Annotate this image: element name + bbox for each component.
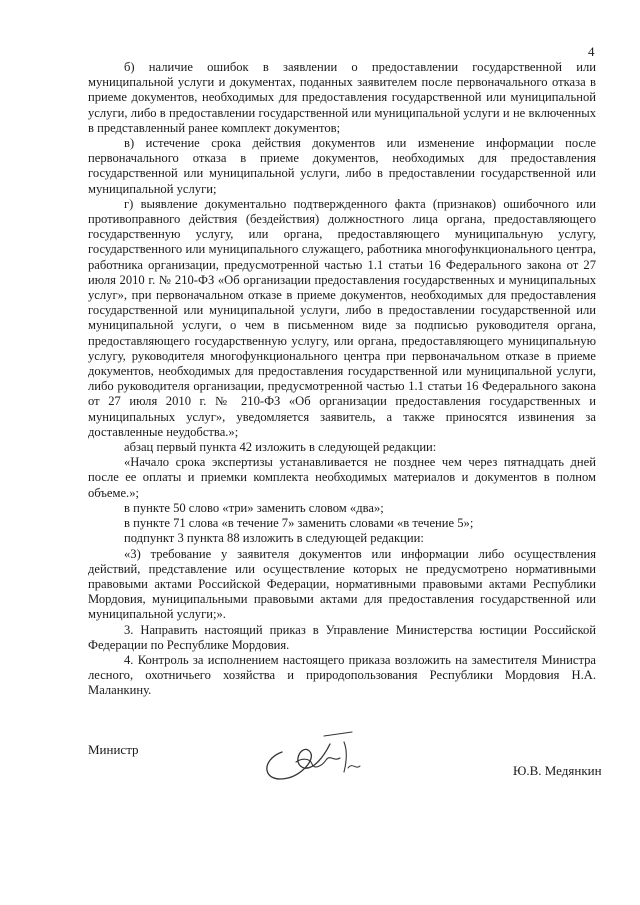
paragraph-item-3: 3. Направить настоящий приказ в Управление Министерства юстиции Российской Федерации по Республике Мордовия. <box>88 622 596 652</box>
paragraph-clause-42: абзац первый пункта 42 изложить в следующей редакции: <box>124 440 437 455</box>
paragraph-clause-50: в пункте 50 слово «три» заменить словом «два»; <box>124 500 384 515</box>
paragraph-clause-88: подпункт 3 пункта 88 изложить в следующей редакции: <box>124 531 424 546</box>
paragraph-g: г) выявление документально подтвержденного факта (признаков) ошибочного или противоправного действия (бездействия) должностного лица органа, предоставляющего государственную услугу, или органа, предоставляющего муниципальную услугу, государственного или муниципального служащего, работника многофункционального центра, работника организации, предусмотренной частью 1.1 статьи 16 Федерального закона от 27 июля 2010 г. № 210-ФЗ «Об организации предоставления государственных и муниципальных услуг», при первоначальном отказе в приеме документов, необходимых для предоставления государственной или муниципальной услуги, либо в предоставлении государственной или муниципальной услуги, о чем в письменном виде за подписью руководителя органа, предоставляющего государственную услугу, или органа, предоставляющего муниципальную услугу, руководителя многофункционального центра при первоначальном отказе в приеме документов, необходимых для предоставления государственной или муниципальной услуги, либо руководителя организации, предусмотренной частью 1.1 статьи 16 Федерального закона от 27 июля 2010 г. № 210-ФЗ «Об организации предоставления государственных и муниципальных услуг», уведомляется заявитель, а также приносятся извинения за доставленные неудобства.»; <box>88 196 596 439</box>
document-body <box>88 60 596 699</box>
position-title: Министр <box>88 742 139 757</box>
paragraph-item-4: 4. Контроль за исполнением настоящего приказа возложить на заместителя Министра лесного, охотничьего хозяйства и природопользования Республики Мордовия Н.А. Маланкину. <box>88 652 596 698</box>
signer-name: Ю.В. Медянкин <box>513 763 602 778</box>
paragraph-v: в) истечение срока действия документов или изменение информации после первоначального отказа в приеме документов, необходимых для предоставления государственной или муниципальной услуги, либо в предоставлении государственной или муниципальной услуги; <box>88 136 596 196</box>
paragraph-clause-71: в пункте 71 слова «в течение 7» заменить словами «в течение 5»; <box>124 516 474 531</box>
paragraph-clause-88-text: «3) требование у заявителя документов или информации либо осуществления действий, представление или осуществление которых не предусмотрено нормативными правовыми актами Российской Федерации, нормативными правовыми актами Республики Мордовия, муниципальными правовыми актами для предоставления государственной или муниципальной услуги;». <box>88 546 596 622</box>
paragraph-clause-42-text: «Начало срока экспертизы устанавливается не позднее чем через пятнадцать дней после ее оплаты и приемки комплекта необходимых материалов и документов в полном объеме.»; <box>88 455 596 500</box>
paragraph-b: б) наличие ошибок в заявлении о предоставлении государственной или муниципальной услуги и документах, поданных заявителем после первоначального отказа в приеме документов, необходимых для предоставления государственной или муниципальной услуги, либо в предоставлении государственной или муниципальной услуги и не включенных в представленный ранее комплект документов; <box>88 60 596 135</box>
page-number: 4 <box>588 44 595 59</box>
handwritten-signature <box>252 712 372 792</box>
